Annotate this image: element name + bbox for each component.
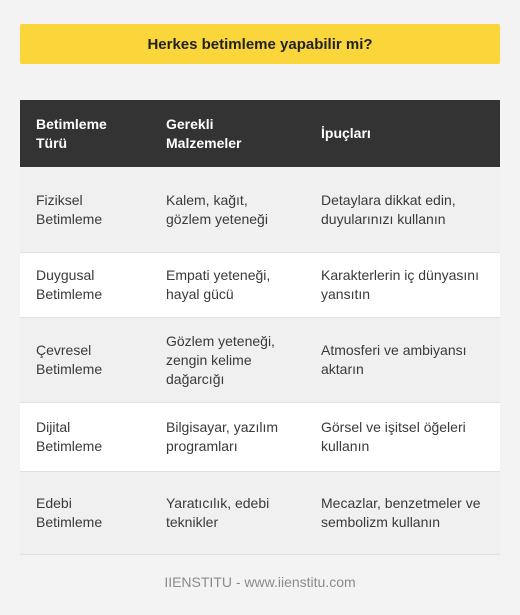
cell-materials: Empati yeteneği, hayal gücü (150, 253, 305, 318)
cell-type: Çevresel Betimleme (20, 318, 150, 403)
table-row (20, 253, 500, 318)
cell-type: Fiziksel Betimleme (20, 167, 150, 253)
footer-credit: IIENSTITU - www.iienstitu.com (164, 574, 356, 590)
cell-tips: Atmosferi ve ambiyansı aktarın (305, 318, 500, 403)
cell-tips: Detaylara dikkat edin, duyularınızı kullanın (305, 167, 500, 253)
cell-type: Dijital Betimleme (20, 403, 150, 472)
table-row (20, 472, 500, 555)
cell-type: Duygusal Betimleme (20, 253, 150, 318)
cell-materials: Kalem, kağıt, gözlem yeteneği (150, 167, 305, 253)
header-materials: Gerekli Malzemeler (150, 100, 305, 167)
cell-materials: Gözlem yeteneği, zengin kelime dağarcığı (150, 318, 305, 403)
cell-materials: Yaratıcılık, edebi teknikler (150, 472, 305, 555)
cell-tips: Görsel ve işitsel öğeleri kullanın (305, 403, 500, 472)
table-row (20, 318, 500, 403)
descriptions-table (20, 100, 500, 555)
table-row (20, 167, 500, 253)
page-title: Herkes betimleme yapabilir mi? (20, 24, 500, 64)
cell-materials: Bilgisayar, yazılım programları (150, 403, 305, 472)
cell-type: Edebi Betimleme (20, 472, 150, 555)
table-header-row (20, 100, 500, 167)
cell-tips: Karakterlerin iç dünyasını yansıtın (305, 253, 500, 318)
table-row (20, 403, 500, 472)
header-type: Betimleme Türü (20, 100, 150, 167)
header-tips: İpuçları (305, 100, 500, 167)
cell-tips: Mecazlar, benzetmeler ve sembolizm kullanın (305, 472, 500, 555)
